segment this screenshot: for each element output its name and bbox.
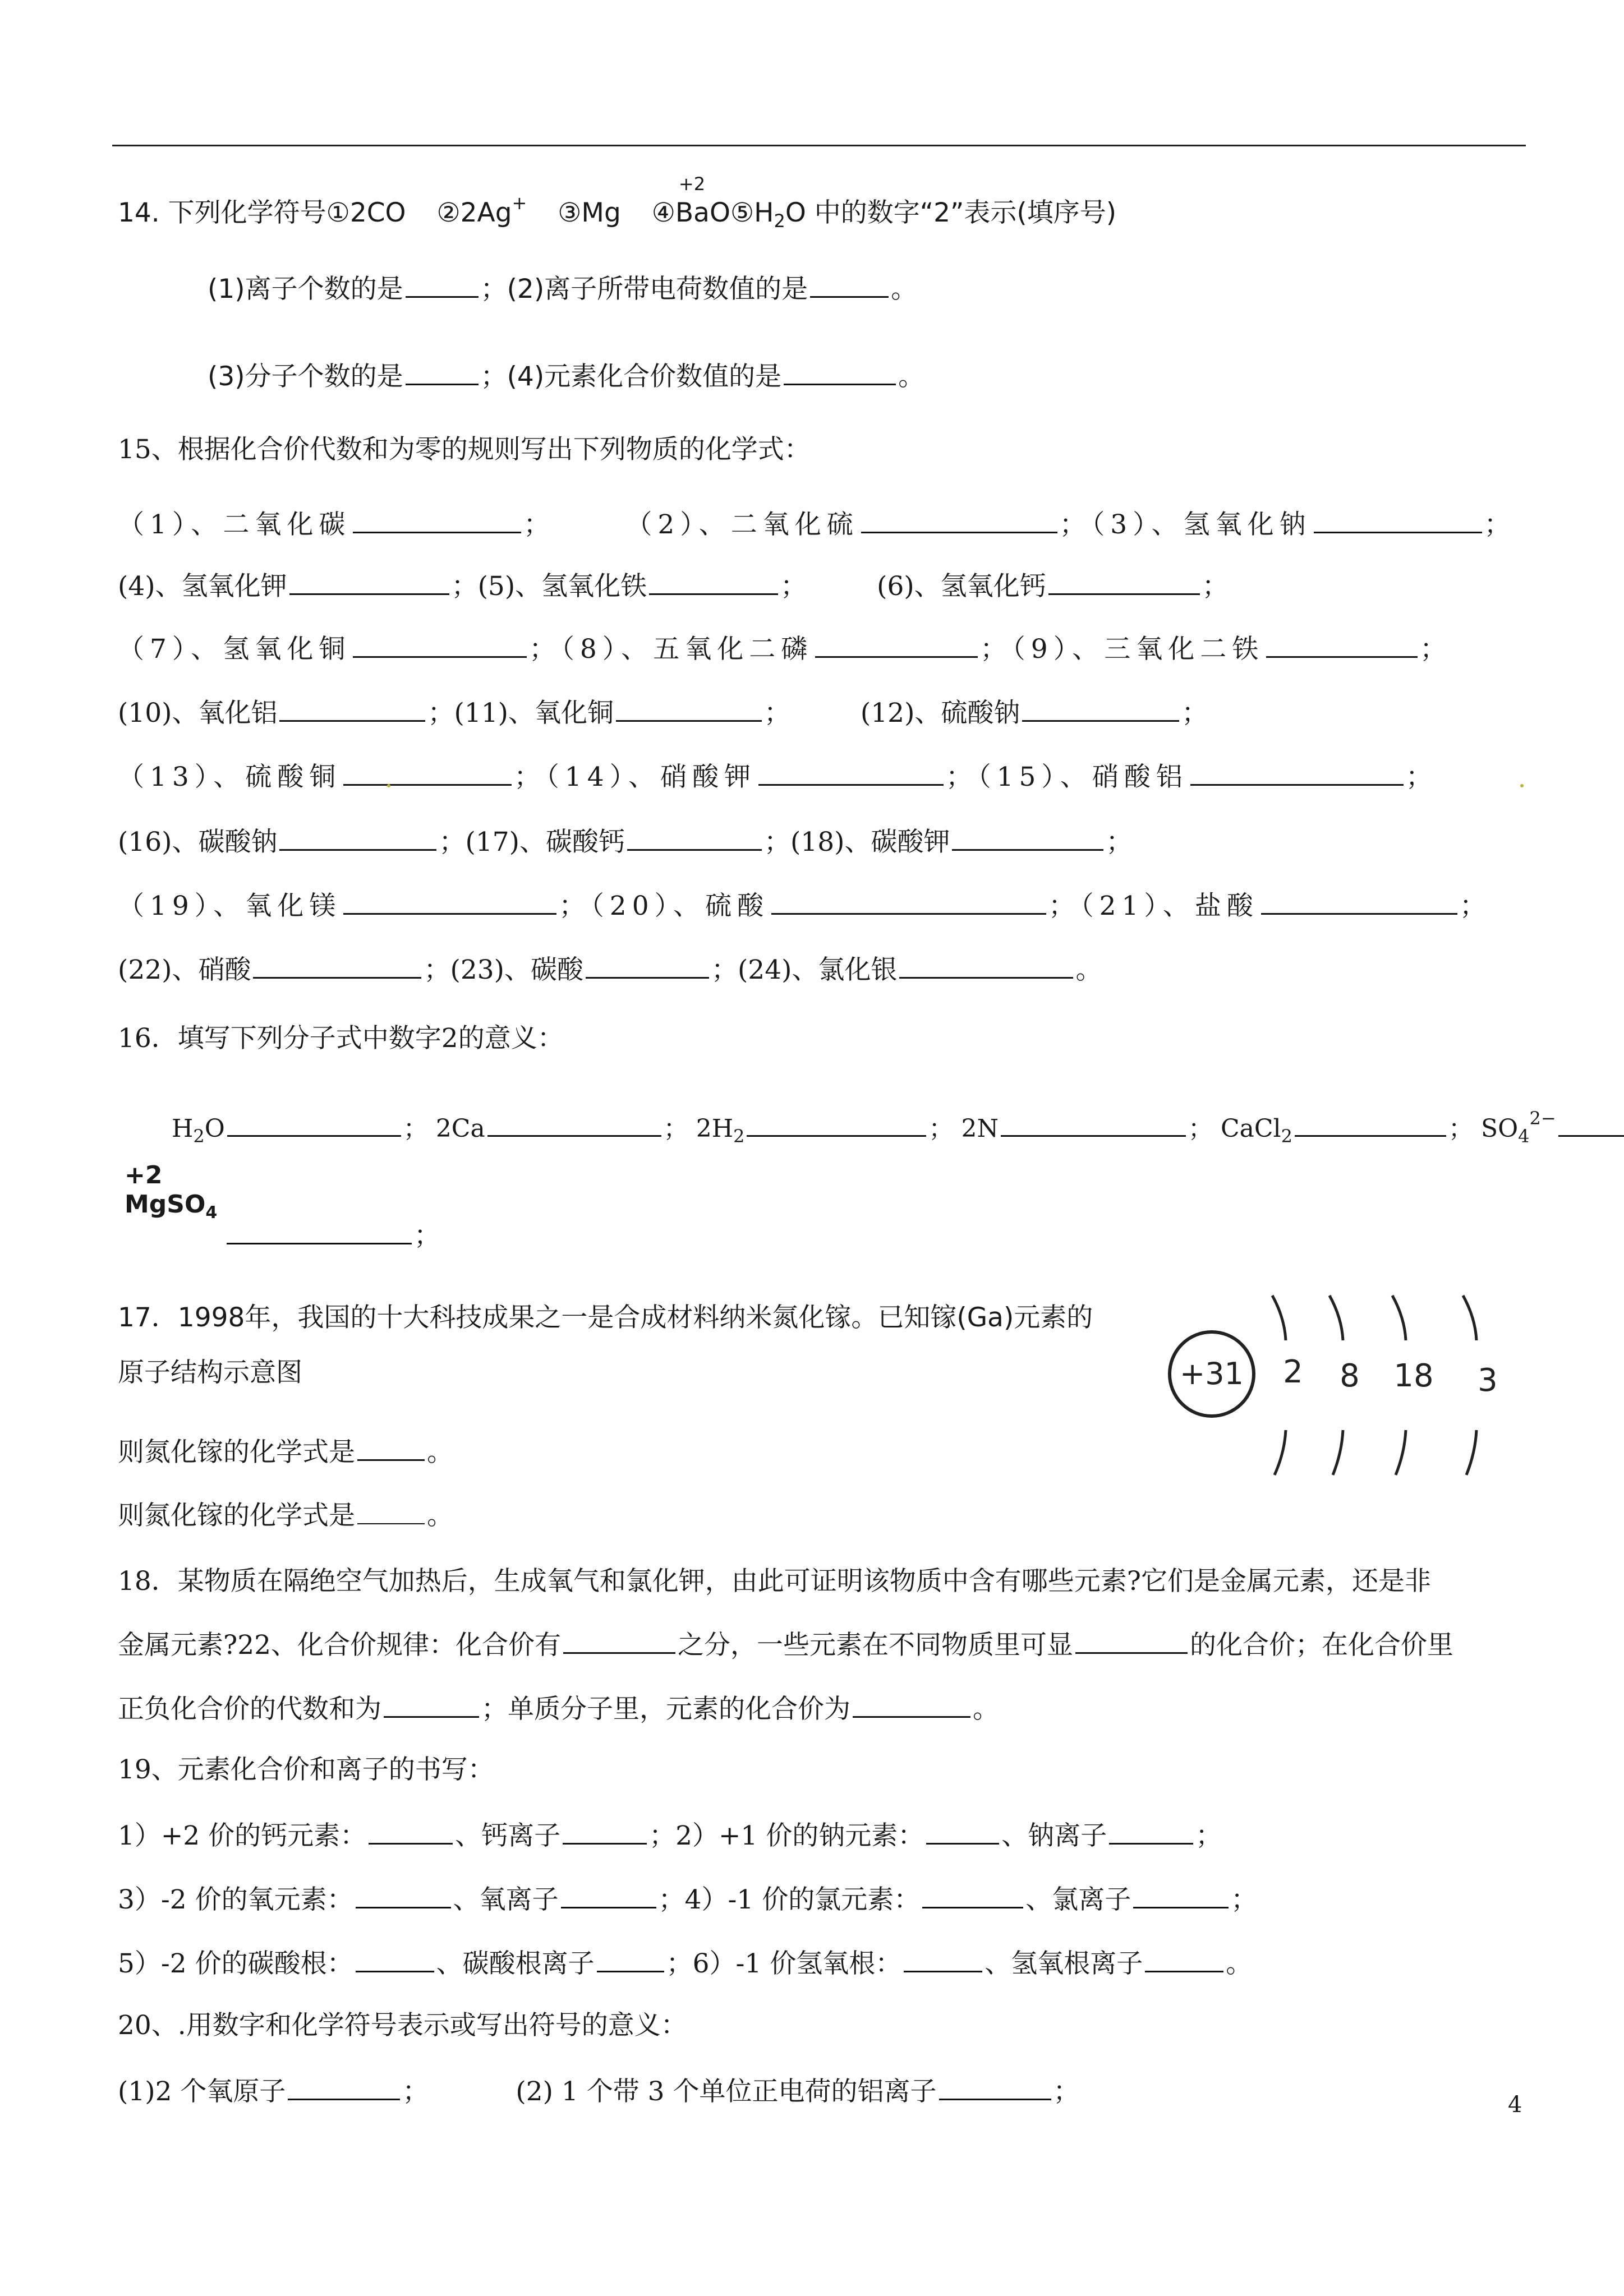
q15-r1b: ； <box>523 509 550 540</box>
q15-r8b: ；(23)、碳酸 <box>424 955 583 985</box>
q19-blank-11[interactable] <box>904 1944 982 1972</box>
q15-row-4 <box>118 693 1208 731</box>
q17-line-3b <box>118 1496 453 1534</box>
q14-item4-valence: +2 <box>678 173 706 195</box>
q14-item4-ba: Ba <box>675 197 710 228</box>
q16-f1-o: O <box>204 1114 225 1143</box>
q20-blank-1[interactable] <box>288 2072 400 2100</box>
q15-blank-17[interactable] <box>627 822 762 851</box>
q14-p2: ；(2)离子所带电荷数值的是 <box>480 274 808 305</box>
q19-r1e: ； <box>1195 1820 1222 1851</box>
q15-r5a: （13）、硫酸铜 <box>118 762 342 792</box>
q16-sep: ； <box>1188 1114 1213 1143</box>
q15-r4d: (12)、硫酸钠 <box>860 698 1020 729</box>
q16-mg-line <box>224 1216 440 1254</box>
q18-blank-1[interactable] <box>563 1625 675 1654</box>
q15-r6d: ； <box>1106 827 1133 857</box>
q16-blank-2[interactable] <box>487 1108 661 1137</box>
q19-r1b: 、钙离子 <box>455 1820 561 1851</box>
q14-item5-sub: 2 <box>774 210 785 232</box>
q17-line-3a <box>118 1432 453 1470</box>
q17-line-2: 原子结构示意图 <box>118 1357 302 1388</box>
q16-sep: ； <box>403 1114 428 1143</box>
q14-item5-o: O <box>785 197 806 228</box>
q16-sep: ； <box>928 1114 954 1143</box>
q16-blank-4[interactable] <box>1001 1108 1186 1137</box>
q19-blank-4[interactable] <box>1109 1816 1193 1845</box>
q14-item5: ⑤H <box>730 197 774 228</box>
q15-row-6 <box>118 822 1132 860</box>
q17-blank-1[interactable] <box>357 1432 425 1461</box>
q19-r1a: 1）+2 价的钙元素： <box>118 1820 367 1851</box>
q14-item2-sup: + <box>512 192 527 214</box>
q15-blank-2[interactable] <box>861 505 1057 533</box>
q16-f3-sub: 2 <box>733 1126 745 1147</box>
q15-title: 15、根据化合价代数和为零的规则写出下列物质的化学式： <box>118 434 811 465</box>
q17-line3b-text: 则氮化镓的化学式是 <box>118 1500 355 1531</box>
q15-blank-20[interactable] <box>771 886 1046 915</box>
q15-r5d: ； <box>1405 762 1432 792</box>
q15-blank-5[interactable] <box>649 566 778 595</box>
q14-blank-2[interactable] <box>810 269 889 298</box>
q16-sep: ； <box>663 1114 688 1143</box>
q16-mg-valence: +2 <box>125 1161 163 1190</box>
q16-f4: 2N <box>961 1114 999 1143</box>
q15-row-1 <box>118 505 1511 543</box>
q15-row-3 <box>118 629 1446 667</box>
q16-f5: CaCl <box>1220 1114 1281 1143</box>
q19-r2d: 、氯离子 <box>1025 1884 1131 1915</box>
q15-r7a: （19）、氧化镁 <box>118 891 342 921</box>
q18-line3c: 。 <box>973 1694 999 1725</box>
q14-p4-end: 。 <box>898 361 925 392</box>
q14-blank-1[interactable] <box>406 269 479 298</box>
q20-p1-end: ； <box>402 2076 429 2107</box>
q15-blank-14[interactable] <box>758 757 944 786</box>
q19-r3d: 、氢氧根离子 <box>984 1948 1143 1979</box>
q15-blank-1[interactable] <box>353 505 521 533</box>
q15-r8d: 。 <box>1075 955 1102 985</box>
q19-blank-3[interactable] <box>926 1816 999 1845</box>
shell-arc <box>1275 1430 1286 1475</box>
q19-blank-7[interactable] <box>922 1880 1023 1908</box>
q15-r3c: ；（9）、三氧化二铁 <box>980 634 1264 665</box>
q19-blank-2[interactable] <box>563 1816 647 1845</box>
q15-blank-18[interactable] <box>952 822 1103 851</box>
q18-line-2 <box>118 1625 1453 1663</box>
q16-f1: H <box>172 1114 194 1143</box>
scan-dot <box>1520 784 1524 787</box>
q16-blank-6[interactable] <box>1558 1108 1624 1137</box>
q14-suffix: 中的数字“2”表示(填序号) <box>814 197 1117 228</box>
q18-line3a: 正负化合价的代数和为 <box>118 1694 381 1725</box>
q15-blank-8[interactable] <box>815 629 978 658</box>
page-number: 4 <box>1508 2092 1522 2118</box>
q19-blank-9[interactable] <box>356 1944 434 1972</box>
q15-r7d: ； <box>1459 891 1486 921</box>
q16-mg-formula <box>125 1190 217 1223</box>
q18-line3b: ；单质分子里，元素的化合价为 <box>481 1694 850 1725</box>
q15-blank-19[interactable] <box>343 886 556 915</box>
q16-f5-sub: 2 <box>1281 1126 1292 1147</box>
q16-title: 16．填写下列分子式中数字2的意义： <box>118 1023 564 1054</box>
q14-p3: (3)分子个数的是 <box>208 361 403 392</box>
q14-line3 <box>208 357 924 395</box>
q15-r3a: （7）、氢氧化铜 <box>118 634 351 665</box>
q15-blank-12[interactable] <box>1022 693 1179 722</box>
q16-mg-text: MgSO <box>125 1190 206 1219</box>
q18-line-3 <box>118 1689 999 1727</box>
q15-blank-15[interactable] <box>1190 757 1404 786</box>
q20-title: 20、.用数字和化学符号表示或写出符号的意义： <box>118 2010 687 2041</box>
q15-r6a: (16)、碳酸钠 <box>118 827 278 857</box>
q16-f6-sub: 4 <box>1518 1126 1530 1147</box>
shell-2-count: 8 <box>1340 1358 1360 1394</box>
shell-arc <box>1396 1430 1406 1475</box>
q15-blank-4[interactable] <box>289 566 449 595</box>
q16-sep: ； <box>1448 1114 1473 1143</box>
q16-mg-end: ； <box>414 1220 440 1251</box>
shell-arc <box>1333 1430 1343 1475</box>
q15-blank-10[interactable] <box>279 693 425 722</box>
q15-r6b: ；(17)、碳酸钙 <box>439 827 625 857</box>
q19-blank-10[interactable] <box>597 1944 664 1972</box>
header-rule <box>112 145 1526 146</box>
q15-r5b: ；（14）、硝酸钾 <box>514 762 757 792</box>
q15-r8c: ；(24)、氯化银 <box>711 955 898 985</box>
q18-line-1: 18．某物质在隔绝空气加热后，生成氧气和氯化钾，由此可证明该物质中含有哪些元素?它们是金属元素，还是非 <box>118 1566 1432 1597</box>
q14-p2-end: 。 <box>891 274 918 305</box>
q17-line-1: 17．1998年，我国的十大科技成果之一是合成材料纳米氮化镓。已知镓(Ga)元素的 <box>118 1302 1093 1333</box>
q15-blank-23[interactable] <box>586 950 709 979</box>
q15-r6c: ；(18)、碳酸钾 <box>763 827 950 857</box>
q19-r2c: ；4）-1 价的氯元素： <box>658 1884 921 1915</box>
q19-r3b: 、碳酸根离子 <box>436 1948 595 1979</box>
q20-blank-2[interactable] <box>939 2072 1051 2100</box>
q15-blank-16[interactable] <box>279 822 436 851</box>
q15-r2e: ； <box>1202 571 1229 602</box>
q15-row-7 <box>118 886 1486 924</box>
q20-p2: (2) 1 个带 3 个单位正电荷的铝离子 <box>516 2076 937 2107</box>
q19-blank-8[interactable] <box>1133 1880 1229 1908</box>
q15-r1a: （1）、二氧化碳 <box>118 509 351 540</box>
q19-row-3 <box>118 1944 1252 1982</box>
q19-title: 19、元素化合价和离子的书写： <box>118 1754 494 1785</box>
shell-arc <box>1329 1295 1343 1340</box>
q16-blank-5[interactable] <box>1295 1108 1446 1137</box>
q16-f1-sub: 2 <box>193 1126 205 1147</box>
q19-blank-5[interactable] <box>356 1880 451 1908</box>
shell-arc <box>1463 1295 1476 1340</box>
q15-r4a: (10)、氧化铝 <box>118 698 278 729</box>
q16-f3: 2H <box>696 1114 734 1143</box>
q14-p4: ；(4)元素化合价数值的是 <box>480 361 782 392</box>
q15-r4c: ； <box>763 698 790 729</box>
shell-arc <box>1466 1430 1476 1475</box>
q18-blank-2[interactable] <box>1075 1625 1188 1654</box>
q19-row-2 <box>118 1880 1257 1918</box>
q15-blank-6[interactable] <box>1048 566 1200 595</box>
q16-blank-1[interactable] <box>227 1108 401 1137</box>
q18-line2a: 金属元素?22、化合价规律：化合价有 <box>118 1630 562 1661</box>
q14-line2 <box>208 269 917 307</box>
q16-mg-sub: 4 <box>205 1203 218 1223</box>
q19-blank-1[interactable] <box>369 1816 453 1845</box>
q14-line <box>118 173 1117 239</box>
q16-formulas <box>172 1100 1624 1154</box>
shell-1-count: 2 <box>1283 1354 1303 1390</box>
q20-row-1 <box>118 2072 1080 2110</box>
gallium-atom-diagram <box>1167 1284 1537 1486</box>
q19-r3c: ；6）-1 价氢氧根： <box>666 1948 902 1979</box>
q19-r1c: ；2）+1 价的钠元素： <box>649 1820 924 1851</box>
q15-row-2 <box>118 566 1229 605</box>
shell-arc <box>1272 1295 1286 1340</box>
q19-r1d: 、钠离子 <box>1001 1820 1107 1851</box>
q14-p1: (1)离子个数的是 <box>208 274 403 305</box>
q18-blank-4[interactable] <box>853 1689 970 1718</box>
q15-r1c: （2）、二氧化硫 <box>625 509 859 540</box>
q19-r3a: 5）-2 价的碳酸根： <box>118 1948 353 1979</box>
q16-f6-sup: 2− <box>1529 1108 1556 1129</box>
q20-p1: (1)2 个氧原子 <box>118 2076 286 2107</box>
q14-item4-circle: ④ <box>651 197 675 228</box>
q15-r3b: ；（8）、五氧化二磷 <box>529 634 813 665</box>
q15-blank-24[interactable] <box>899 950 1073 979</box>
q15-blank-13[interactable] <box>343 757 512 786</box>
q15-r3d: ； <box>1420 634 1447 665</box>
q17-line3a-end: 。 <box>427 1437 453 1468</box>
q19-r3e: 。 <box>1226 1948 1253 1979</box>
q18-blank-3[interactable] <box>384 1689 479 1718</box>
q15-r1e: ； <box>1484 509 1511 540</box>
q14-blank-4[interactable] <box>784 357 896 385</box>
q15-r2b: ；(5)、氢氧化铁 <box>451 571 647 602</box>
q14-prefix: 14. 下列化学符号①2CO <box>118 197 406 228</box>
q15-row-8 <box>118 950 1102 988</box>
shell-3-count: 18 <box>1393 1358 1434 1394</box>
q15-row-5 <box>118 757 1432 795</box>
q15-blank-9[interactable] <box>1266 629 1418 658</box>
shell-arc <box>1392 1295 1406 1340</box>
q15-r4e: ； <box>1181 698 1208 729</box>
q15-r7b: ；（20）、硫酸 <box>559 891 770 921</box>
q17-blank-2[interactable] <box>357 1496 425 1524</box>
q15-blank-11[interactable] <box>616 693 762 722</box>
nucleus-label: +31 <box>1180 1356 1244 1391</box>
q18-line2b: 之分，一些元素在不同物质里可显 <box>678 1630 1074 1661</box>
q15-r4b: ；(11)、氧化铜 <box>427 698 614 729</box>
q17-line3b-end: 。 <box>427 1500 453 1531</box>
q16-blank-3[interactable] <box>747 1108 926 1137</box>
q14-blank-3[interactable] <box>406 357 479 385</box>
q15-r7c: ；（21）、盐酸 <box>1048 891 1259 921</box>
q19-row-1 <box>118 1816 1222 1854</box>
q18-line2c: 的化合价；在化合价里 <box>1190 1630 1454 1661</box>
q14-item2: ②2Ag <box>436 197 512 228</box>
q19-blank-12[interactable] <box>1145 1944 1223 1972</box>
q19-r2e: ； <box>1231 1884 1258 1915</box>
q16-blank-7[interactable] <box>227 1216 412 1244</box>
q17-line3a-text: 则氮化镓的化学式是 <box>118 1437 355 1468</box>
q15-blank-22[interactable] <box>253 950 421 979</box>
q15-r5c: ；（15）、硝酸铝 <box>946 762 1188 792</box>
q14-item3: ③Mg <box>558 197 621 228</box>
q19-r2a: 3）-2 价的氧元素： <box>118 1884 353 1915</box>
q20-p2-end: ； <box>1053 2076 1080 2107</box>
q15-blank-7[interactable] <box>353 629 527 658</box>
q15-r2c: ； <box>780 571 807 602</box>
q19-r2b: 、氧离子 <box>453 1884 559 1915</box>
q15-blank-3[interactable] <box>1314 505 1482 533</box>
q15-blank-21[interactable] <box>1261 886 1457 915</box>
q15-r2a: (4)、氢氧化钾 <box>118 571 287 602</box>
q15-r8a: (22)、硝酸 <box>118 955 251 985</box>
q14-item4-o: O <box>709 197 730 228</box>
scan-dot <box>387 784 390 787</box>
q15-r2d: (6)、氢氧化钙 <box>877 571 1046 602</box>
q16-f2: 2Ca <box>435 1114 485 1143</box>
q19-blank-6[interactable] <box>561 1880 656 1908</box>
shell-4-count: 3 <box>1478 1362 1498 1399</box>
q15-r1d: ；（3）、氢氧化钠 <box>1059 509 1312 540</box>
q16-f6: SO <box>1480 1114 1519 1143</box>
